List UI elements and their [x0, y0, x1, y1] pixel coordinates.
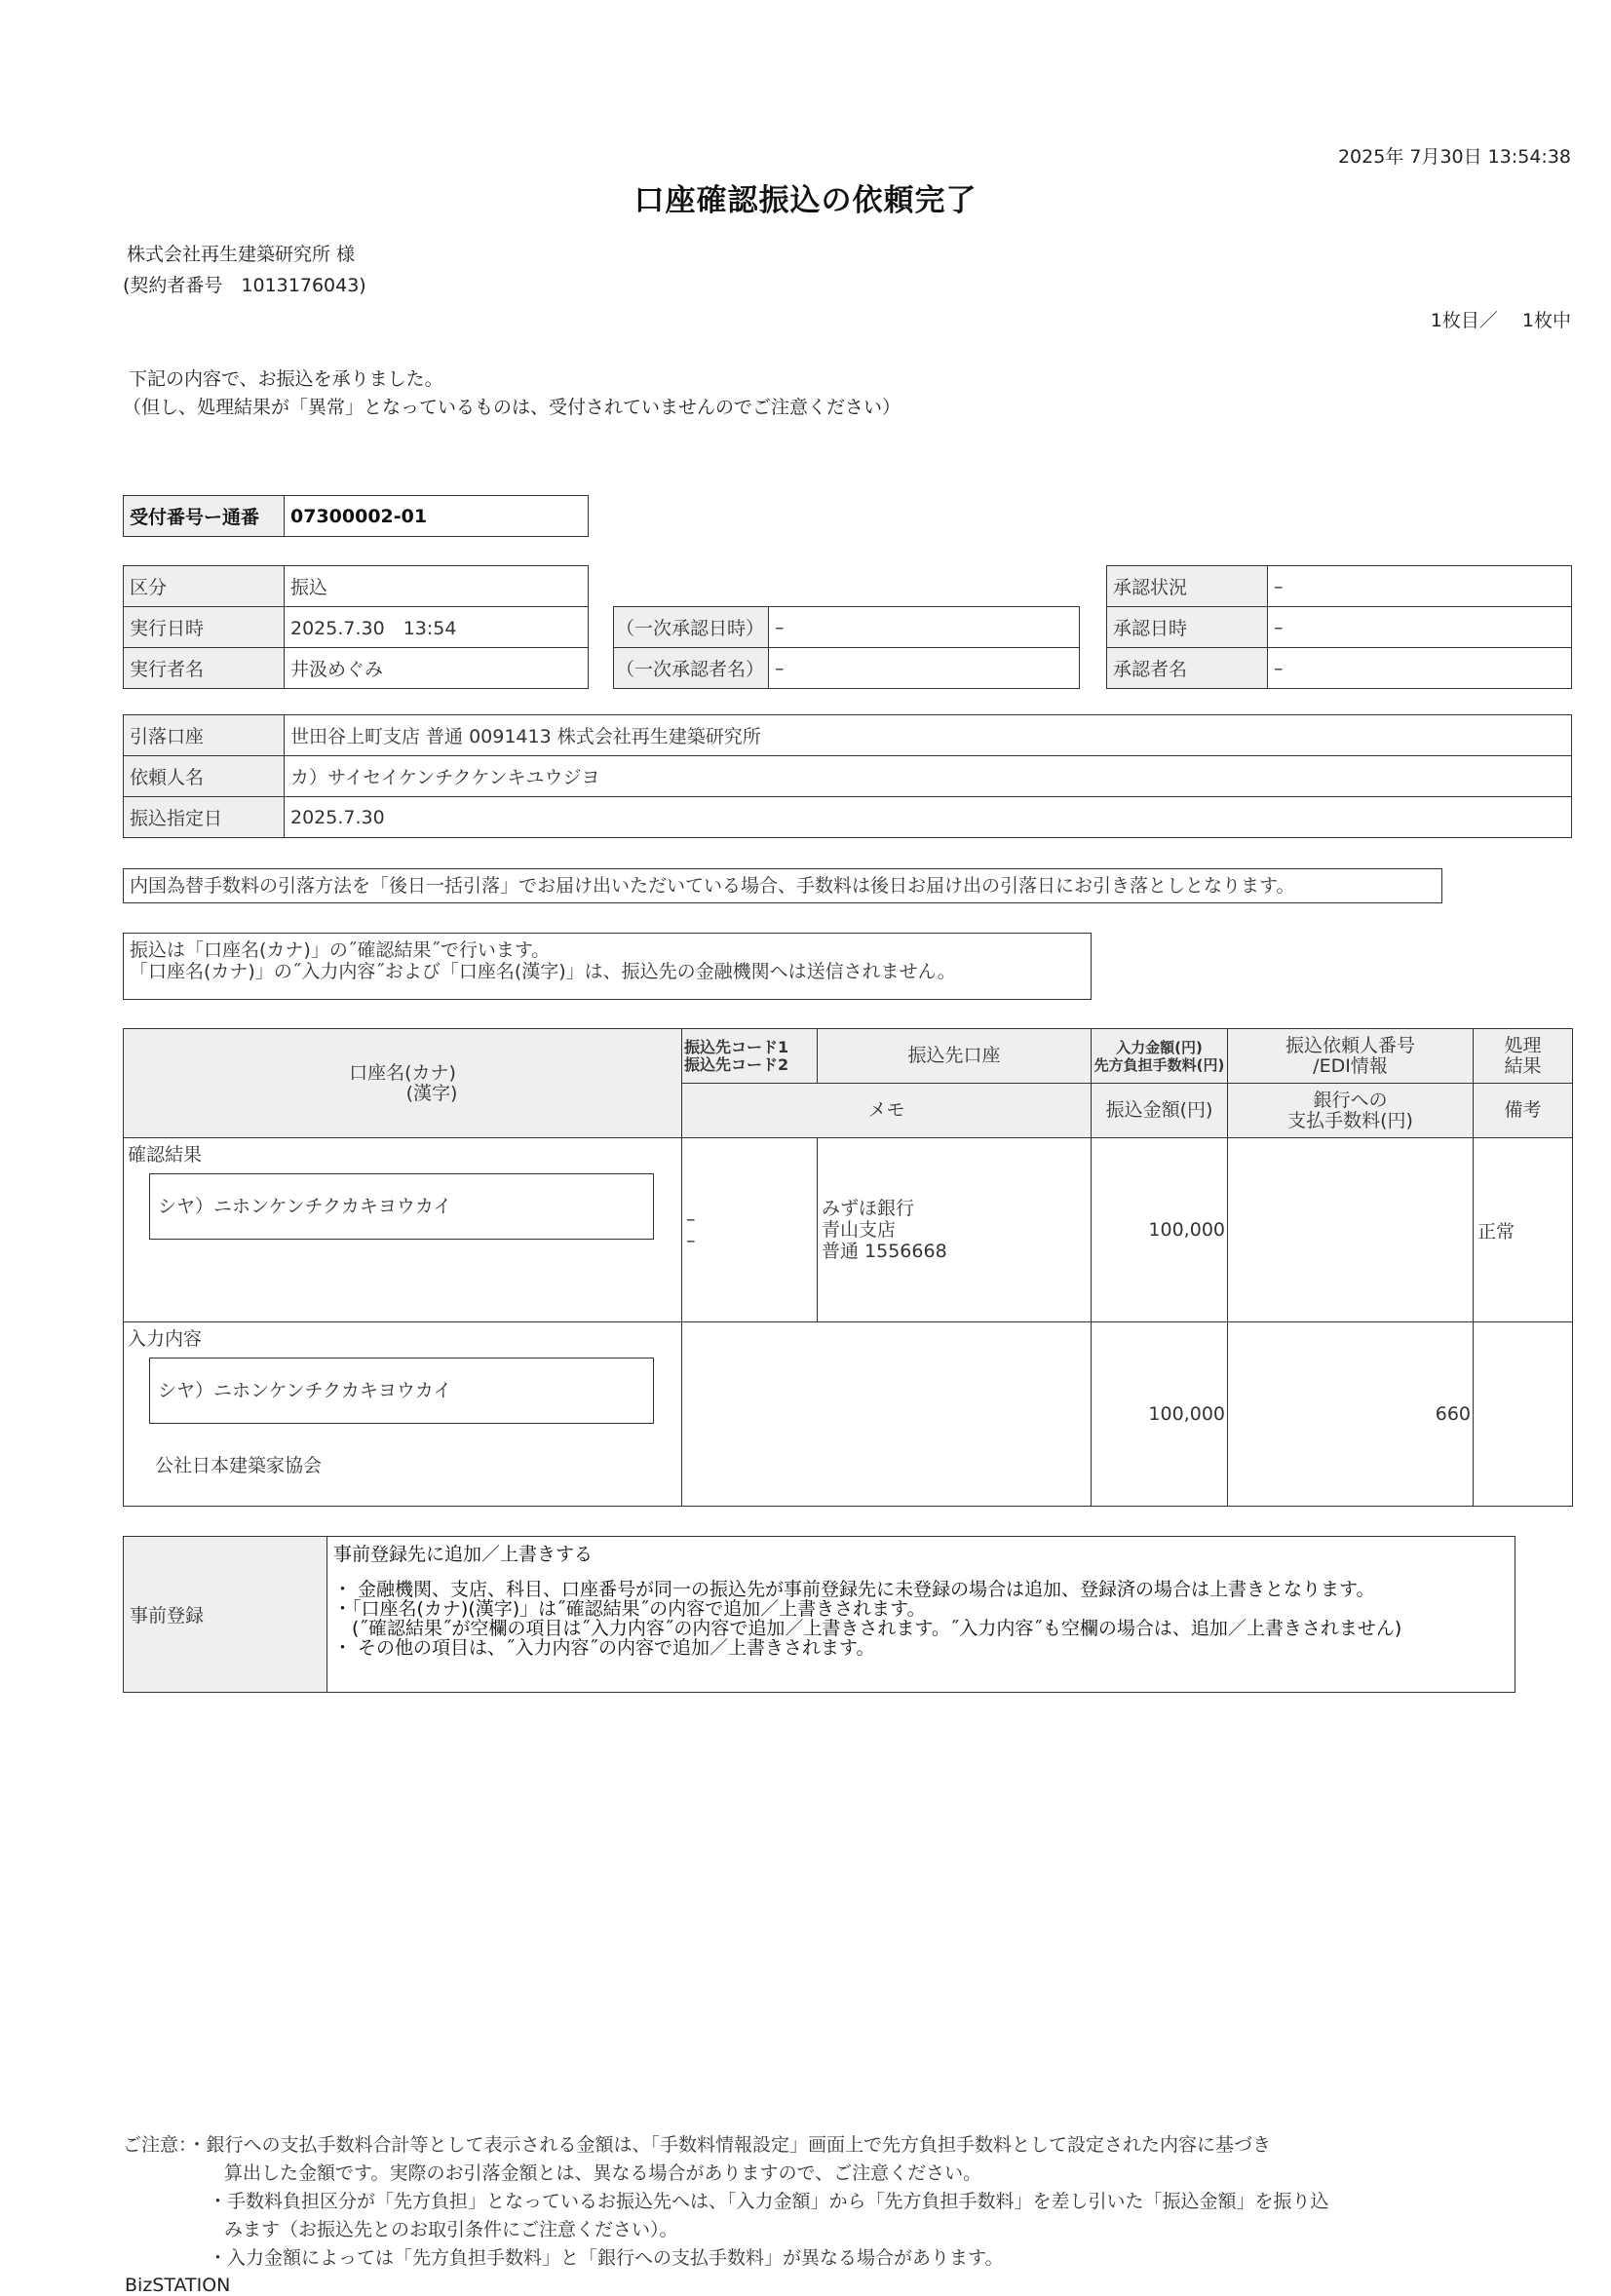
confirm-kana-box: シヤ）ニホンケンチクカキヨウカイ: [149, 1173, 654, 1240]
prereg-bullet-1: ・ 金融機関、支店、科目、口座番号が同一の振込先が事前登録先に未登録の場合は追加、登録済の場合は上書きとなります。: [333, 1579, 1375, 1600]
fee-note: 内国為替手数料の引落方法を「後日一括引落」でお届け出いただいている場合、手数料は後日お届け出の引落日にお引き落としとなります。: [123, 868, 1442, 903]
cell-input-remarks: [1474, 1322, 1573, 1507]
value-category: 振込: [285, 566, 589, 607]
header-requester-no-2: /EDI情報: [1313, 1054, 1388, 1077]
label-first-approver: （一次承認者名）: [614, 648, 769, 689]
header-bank-fee-1: 銀行への: [1313, 1089, 1388, 1111]
label-approver: 承認者名: [1107, 648, 1268, 689]
header-name-kana: 口座名(カナ): [349, 1061, 456, 1084]
timestamp: 2025年 7月30日 13:54:38: [1337, 146, 1571, 168]
header-input-amount-2: 先方負担手数料(円): [1093, 1055, 1225, 1074]
transfer-table: [123, 1028, 1573, 1507]
receipt-label: 受付番号ー通番: [124, 496, 285, 537]
prereg-content: [327, 1537, 1515, 1693]
header-process-result-1: 処理: [1504, 1034, 1542, 1056]
header-input-amount-1: 入力金額(円): [1116, 1038, 1203, 1056]
value-approval-datetime: –: [1268, 607, 1572, 648]
info-left-table: [123, 565, 589, 689]
prereg-title: 事前登録先に追加／上書きする: [333, 1544, 594, 1565]
footer-note-4: みます（お振込先とのお取引条件にご注意ください）。: [224, 2219, 678, 2240]
value-approver: –: [1268, 648, 1572, 689]
cell-input-memo: [682, 1322, 1092, 1507]
header-memo: メモ: [682, 1084, 1092, 1138]
value-first-approval-datetime: –: [769, 607, 1080, 648]
header-bank-fee: [1228, 1084, 1474, 1138]
contract-number: (契約者番号 1013176043): [123, 275, 366, 296]
header-code: [682, 1029, 818, 1084]
account-table: [123, 714, 1572, 838]
header-input-amount: [1092, 1029, 1228, 1084]
confirm-result: 正常: [1474, 1138, 1573, 1322]
intro-line-2: （但し、処理結果が「異常」となっているものは、受付されていませんのでご注意ください）: [123, 397, 901, 418]
label-transfer-date: 振込指定日: [124, 797, 285, 838]
input-amount: 100,000: [1092, 1322, 1228, 1507]
label-first-approval-datetime: （一次承認日時）: [614, 607, 769, 648]
label-executor: 実行者名: [124, 648, 285, 689]
footer-note-2: 算出した金額です。実際のお引落金額とは、異なる場合がありますので、ご注意ください。: [224, 2162, 982, 2184]
cell-confirm-dest: [818, 1138, 1092, 1322]
cell-confirm-codes: [682, 1138, 818, 1322]
prereg-bullet-2: ・「口座名(カナ)(漢字)」は˝確認結果˝の内容で追加／上書きされます。: [333, 1598, 926, 1620]
confirm-code-1: –: [686, 1208, 696, 1230]
value-debit-account: 世田谷上町支店 普通 0091413 株式会社再生建築研究所: [285, 715, 1572, 756]
label-exec-datetime: 実行日時: [124, 607, 285, 648]
header-requester-no-1: 振込依頼人番号: [1285, 1034, 1415, 1056]
intro-line-1: 下記の内容で、お振込を承りました。: [129, 368, 443, 390]
confirm-amount: 100,000: [1092, 1138, 1228, 1322]
value-approval-status: –: [1268, 566, 1572, 607]
brand-logo-text: BizSTATION: [125, 2275, 231, 2296]
confirm-code-2: –: [686, 1230, 696, 1251]
value-transfer-date: 2025.7.30: [285, 797, 1572, 838]
label-approval-status: 承認状況: [1107, 566, 1268, 607]
header-requester-no: [1228, 1029, 1474, 1084]
cell-confirm-requester: [1228, 1138, 1474, 1322]
page-title: 口座確認振込の依頼完了: [633, 183, 978, 218]
prereg-label: 事前登録: [124, 1537, 327, 1693]
label-category: 区分: [124, 566, 285, 607]
header-account-name: [124, 1029, 682, 1138]
input-kanji-name: 公社日本建築家協会: [155, 1455, 323, 1476]
header-name-kanji: (漢字): [405, 1082, 458, 1104]
prereg-bullet-4: ・ その他の項目は、˝入力内容˝の内容で追加／上書きされます。: [333, 1637, 875, 1659]
confirm-label: 確認結果: [128, 1144, 203, 1166]
header-bank-fee-2: 支払手数料(円): [1287, 1109, 1413, 1131]
input-label: 入力内容: [128, 1328, 203, 1350]
prereg-bullet-3: (˝確認結果˝が空欄の項目は˝入力内容˝の内容で追加／上書きされます。˝入力内容˝も空欄の場合は、追加／上書きされません): [333, 1618, 1402, 1639]
header-code-2: 振込先コード2: [684, 1054, 789, 1074]
value-exec-datetime: 2025.7.30 13:54: [285, 607, 589, 648]
info-right-table: [1106, 565, 1572, 689]
value-requester: カ）サイセイケンチクケンキユウジヨ: [285, 756, 1572, 797]
prereg-table: [123, 1536, 1515, 1693]
info-mid-table: [613, 606, 1080, 689]
input-fee: 660: [1228, 1322, 1474, 1507]
footer-note-3: ・手数料負担区分が「先方負担」となっているお振込先へは、「入力金額」から「先方負担手数料」を差し引いた「振込金額」を振り込: [209, 2191, 1329, 2212]
table-row-confirm: [124, 1138, 1573, 1322]
confirm-branch: 青山支店: [822, 1219, 897, 1241]
header-process-result-2: 結果: [1504, 1054, 1542, 1077]
header-code-1: 振込先コード1: [684, 1037, 789, 1056]
header-transfer-amount: 振込金額(円): [1092, 1084, 1228, 1138]
footer-note-5: ・入力金額によっては「先方負担手数料」と「銀行への支払手数料」が異なる場合があります。: [209, 2247, 1004, 2269]
header-remarks: 備考: [1474, 1084, 1573, 1138]
page-info: 1枚目／ 1枚中: [1430, 310, 1571, 331]
value-first-approver: –: [769, 648, 1080, 689]
header-dest-account: 振込先口座: [818, 1029, 1092, 1084]
label-debit-account: 引落口座: [124, 715, 285, 756]
company-name: 株式会社再生建築研究所 様: [127, 244, 356, 265]
footer-note-1: ご注意：・銀行への支払手数料合計等として表示される金額は、「手数料情報設定」画面上で先方負担手数料として設定された内容に基づき: [123, 2134, 1272, 2156]
confirm-bank: みずほ銀行: [822, 1198, 915, 1219]
kana-note-line-1: 振込は「口座名(カナ)」の˝確認結果˝で行います。: [130, 939, 551, 961]
value-executor: 井汲めぐみ: [285, 648, 589, 689]
header-process-result: [1474, 1029, 1573, 1084]
kana-note-line-2: 「口座名(カナ)」の˝入力内容˝および「口座名(漢字)」は、振込先の金融機関へは送信されません。: [130, 961, 956, 982]
table-row-input: [124, 1322, 1573, 1507]
input-kana-box: シヤ）ニホンケンチクカキヨウカイ: [149, 1358, 654, 1424]
label-requester: 依頼人名: [124, 756, 285, 797]
confirm-account: 普通 1556668: [822, 1241, 947, 1262]
label-approval-datetime: 承認日時: [1107, 607, 1268, 648]
kana-note: [123, 933, 1092, 1000]
receipt-value: 07300002-01: [285, 496, 589, 537]
cell-confirm-name: [124, 1138, 682, 1322]
cell-input-name: [124, 1322, 682, 1507]
receipt-table: [123, 495, 589, 537]
